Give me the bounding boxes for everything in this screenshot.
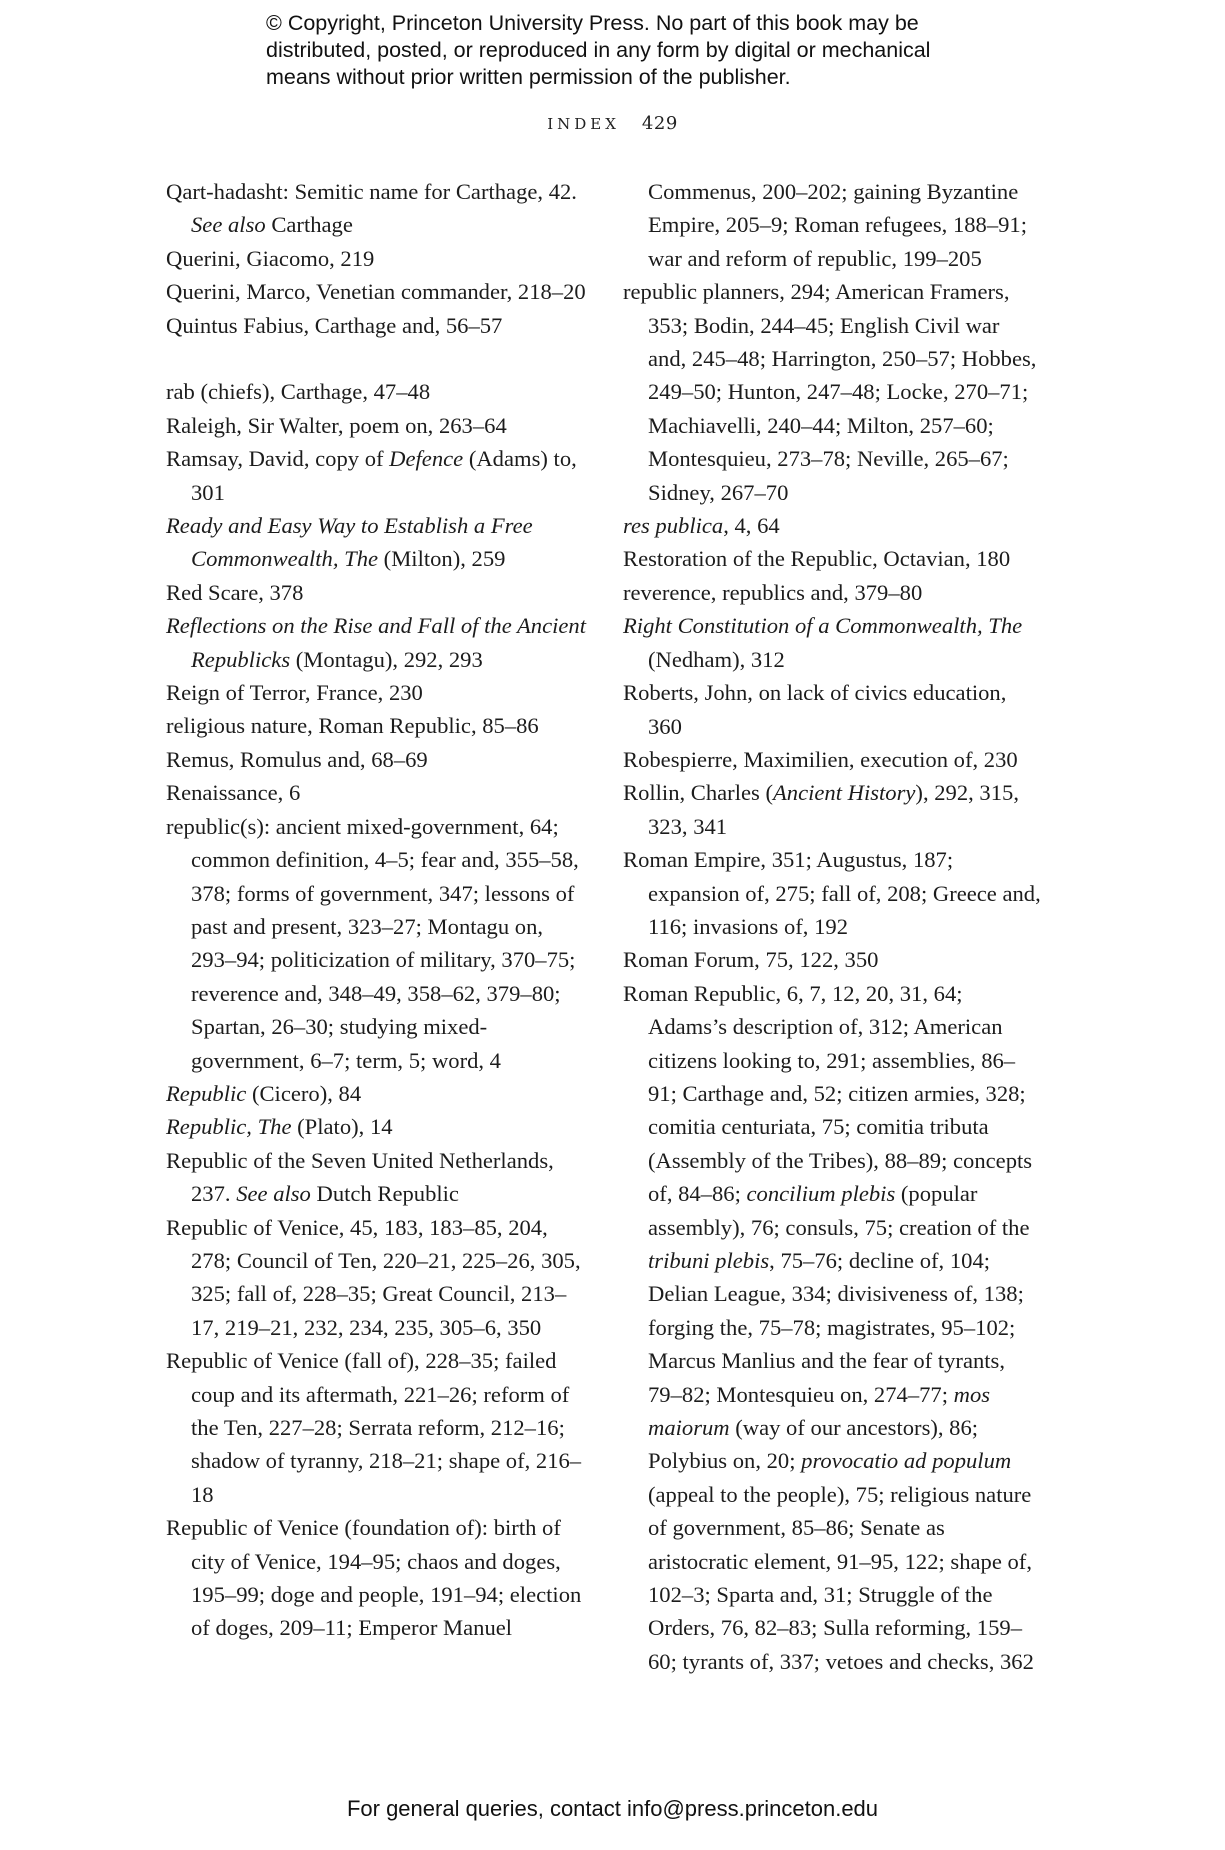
- index-entry-italic: Republic: [166, 1080, 247, 1106]
- index-entry: [623, 776, 1043, 843]
- index-entry-text: (appeal to the people), 75; religious nature of government, 85–86; Senate as aristocratic element, 91–95, 122; shape of, 102–3; Sparta and, 31; Struggle of the Orders, 76, 82–83; Sulla reforming, 159–60; tyrants of, 337; vetoes and checks, 362: [648, 1481, 1034, 1674]
- index-entry-italic: See also: [191, 212, 266, 238]
- index-entry-text: (Cicero), 84: [246, 1080, 362, 1106]
- index-entry: [166, 1144, 586, 1211]
- index-entry-italic: Right Constitution of a Commonwealth, The: [623, 613, 1023, 639]
- index-entry-text: republic(s): ancient mixed-government, 64; common definition, 4–5; fear and, 355–58, 378; forms of government, 347; lessons of past and present, 323–27; Montagu on, 293–94; politicization of military, 370–75; reverence and, 348–49, 358–62, 379–80; Spartan, 26–30; studying mixed-government, 6–7; term, 5; word, 4: [166, 813, 579, 1073]
- index-entry-italic: Defence: [389, 446, 464, 472]
- index-entry: [166, 609, 586, 676]
- index-entry-text: Robespierre, Maximilien, execution of, 230: [623, 746, 1018, 772]
- index-entry-italic: Republic, The: [166, 1114, 292, 1140]
- index-entry-text: reverence, republics and, 379–80: [623, 579, 923, 605]
- index-entry-text: Restoration of the Republic, Octavian, 180: [623, 546, 1011, 572]
- index-entry-italic: res publica: [623, 513, 724, 539]
- index-entry-text: Qart-hadasht: Semitic name for Carthage, 42.: [166, 179, 577, 204]
- index-entry: [166, 1344, 586, 1511]
- index-entry-text: Remus, Romulus and, 68–69: [166, 746, 428, 772]
- index-entry: [166, 309, 586, 342]
- index-entry-text: Carthage: [265, 212, 353, 238]
- index-entry: [166, 709, 586, 742]
- index-entry: [623, 609, 1043, 676]
- index-entry: [166, 242, 586, 275]
- index-entry: [166, 576, 586, 609]
- index-entry: [166, 275, 586, 308]
- index-entry-text: , 4, 64: [723, 513, 780, 539]
- index-entry-text: rab (chiefs), Carthage, 47–48: [166, 379, 431, 405]
- index-entry: [623, 542, 1043, 575]
- index-entry-italic: See also: [236, 1181, 311, 1207]
- index-entry-text: religious nature, Roman Republic, 85–86: [166, 713, 539, 739]
- index-entry-text: , 75–76; decline of, 104; Delian League, 334; divisiveness of, 138; forging the, 75–78; magistrates, 95–102; Marcus Manlius and the fear of tyrants, 79–82; Montesquieu on, 274–77;: [648, 1248, 1024, 1407]
- copyright-notice: © Copyright, Princeton University Press. No part of this book may be distributed, posted, or reproduced in any form by digital or mechanical means without prior written permission of the publisher.: [266, 11, 931, 89]
- index-entry: [166, 442, 586, 509]
- index-entry-text: Red Scare, 378: [166, 579, 304, 605]
- index-entry-italic: provocatio ad populum: [801, 1448, 1012, 1474]
- index-entry-text: (Montagu), 292, 293: [290, 646, 483, 672]
- index-entry-text: Dutch Republic: [310, 1181, 459, 1207]
- index-entry-text: Republic of the Seven United Netherlands, 237.: [166, 1147, 554, 1207]
- index-entry: [166, 1077, 586, 1110]
- index-entry-text: Republic of Venice, 45, 183, 183–85, 204, 278; Council of Ten, 220–21, 225–26, 305, 325; fall of, 228–35; Great Council, 213–17, 219–21, 232, 234, 235, 305–6, 350: [166, 1214, 581, 1340]
- index-entry: [166, 676, 586, 709]
- index-entry: [623, 175, 1043, 275]
- index-entry-italic: concilium plebis: [746, 1181, 896, 1207]
- index-entry: [166, 509, 586, 576]
- footer-contact: For general queries, contact info@press.princeton.edu: [346, 1796, 879, 1821]
- index-entry-text: (Nedham), 312: [648, 646, 785, 672]
- index-entry-text: (Adams) to, 301: [191, 446, 577, 505]
- index-entry: [623, 977, 1043, 1679]
- index-entry: [623, 943, 1043, 976]
- index-entry: [166, 375, 586, 408]
- index-entry: [623, 676, 1043, 743]
- index-letter-gap: [166, 342, 586, 375]
- index-entry-text: Quintus Fabius, Carthage and, 56–57: [166, 312, 503, 338]
- index-entry-text: (way of our ancestors), 86; Polybius on, 20;: [648, 1415, 979, 1474]
- index-entry-text: (Plato), 14: [291, 1114, 393, 1140]
- index-entry-italic: Reflections on the Rise and Fall of the Ancient Republicks: [166, 613, 586, 672]
- index-entry: [623, 576, 1043, 609]
- index-entry-text: Commenus, 200–202; gaining Byzantine Empire, 205–9; Roman refugees, 188–91; war and reform of republic, 199–205: [648, 179, 1027, 271]
- index-entry: [166, 743, 586, 776]
- index-entry-italic: Ready and Easy Way to Establish a Free Commonwealth, The: [166, 513, 533, 572]
- index-entry-text: Querini, Giacomo, 219: [166, 245, 375, 271]
- index-entry-text: Roman Forum, 75, 122, 350: [623, 947, 879, 973]
- index-entry-text: Roman Empire, 351; Augustus, 187; expansion of, 275; fall of, 208; Greece and, 116; invasions of, 192: [623, 847, 1041, 939]
- running-head: [0, 113, 1225, 134]
- index-entry: [166, 1511, 586, 1645]
- index-entry-text: Republic of Venice (foundation of): birth of city of Venice, 194–95; chaos and doges, 195–99; doge and people, 191–94; election of doges, 209–11; Emperor Manuel: [166, 1515, 582, 1641]
- index-column-right: [623, 175, 1043, 1678]
- index-entry-text: Rollin, Charles (: [623, 780, 773, 806]
- index-entry-italic: mos maiorum: [648, 1381, 991, 1441]
- index-entry: [166, 810, 586, 1077]
- index-entry: [623, 275, 1043, 509]
- index-entry-text: Republic of Venice (fall of), 228–35; failed coup and its aftermath, 221–26; reform of the Ten, 227–28; Serrata reform, 212–16; shadow of tyranny, 218–21; shape of, 216–18: [166, 1348, 582, 1507]
- index-entry-text: (Milton), 259: [378, 546, 506, 572]
- running-head-label: INDEX: [547, 115, 620, 133]
- index-entry-text: Roberts, John, on lack of civics education, 360: [623, 680, 1007, 739]
- index-entry: [166, 776, 586, 809]
- index-entry-italic: tribuni plebis: [648, 1248, 770, 1273]
- index-entry: [623, 509, 1043, 542]
- index-entry-text: Roman Republic, 6, 7, 12, 20, 31, 64; Adams’s description of, 312; American citizens looking to, 291; assemblies, 86–91; Carthage and, 52; citizen armies, 328; comitia centuriata, 75; comitia tributa (Assembly of the Tribes), 88–89; concepts of, 84–86;: [623, 980, 1033, 1207]
- index-entry-text: Renaissance, 6: [166, 780, 301, 806]
- index-entry-text: Querini, Marco, Venetian commander, 218–20: [166, 279, 586, 305]
- index-entry: [623, 843, 1043, 943]
- index-entry-text: Ramsay, David, copy of: [166, 446, 390, 472]
- index-entry: [166, 175, 586, 242]
- index-entry-text: republic planners, 294; American Framers, 353; Bodin, 244–45; English Civil war and, 245–48; Harrington, 250–57; Hobbes, 249–50; Hunton, 247–48; Locke, 270–71; Machiavelli, 240–44; Milton, 257–60; Montesquieu, 273–78; Neville, 265–67; Sidney, 267–70: [623, 279, 1037, 505]
- index-entry: [166, 409, 586, 442]
- page-number: 429: [641, 113, 678, 134]
- index-entry-text: Reign of Terror, France, 230: [166, 680, 423, 706]
- index-entry-text: ), 292, 315, 323, 341: [648, 780, 1019, 839]
- index-column-left: [166, 175, 586, 1645]
- index-entry: [623, 743, 1043, 776]
- index-entry: [166, 1211, 586, 1345]
- index-entry: [166, 1110, 586, 1143]
- index-entry-italic: Ancient History: [772, 780, 916, 806]
- index-entry-text: (popular assembly), 76; consuls, 75; creation of the: [648, 1181, 1030, 1240]
- index-entry-text: Raleigh, Sir Walter, poem on, 263–64: [166, 412, 507, 438]
